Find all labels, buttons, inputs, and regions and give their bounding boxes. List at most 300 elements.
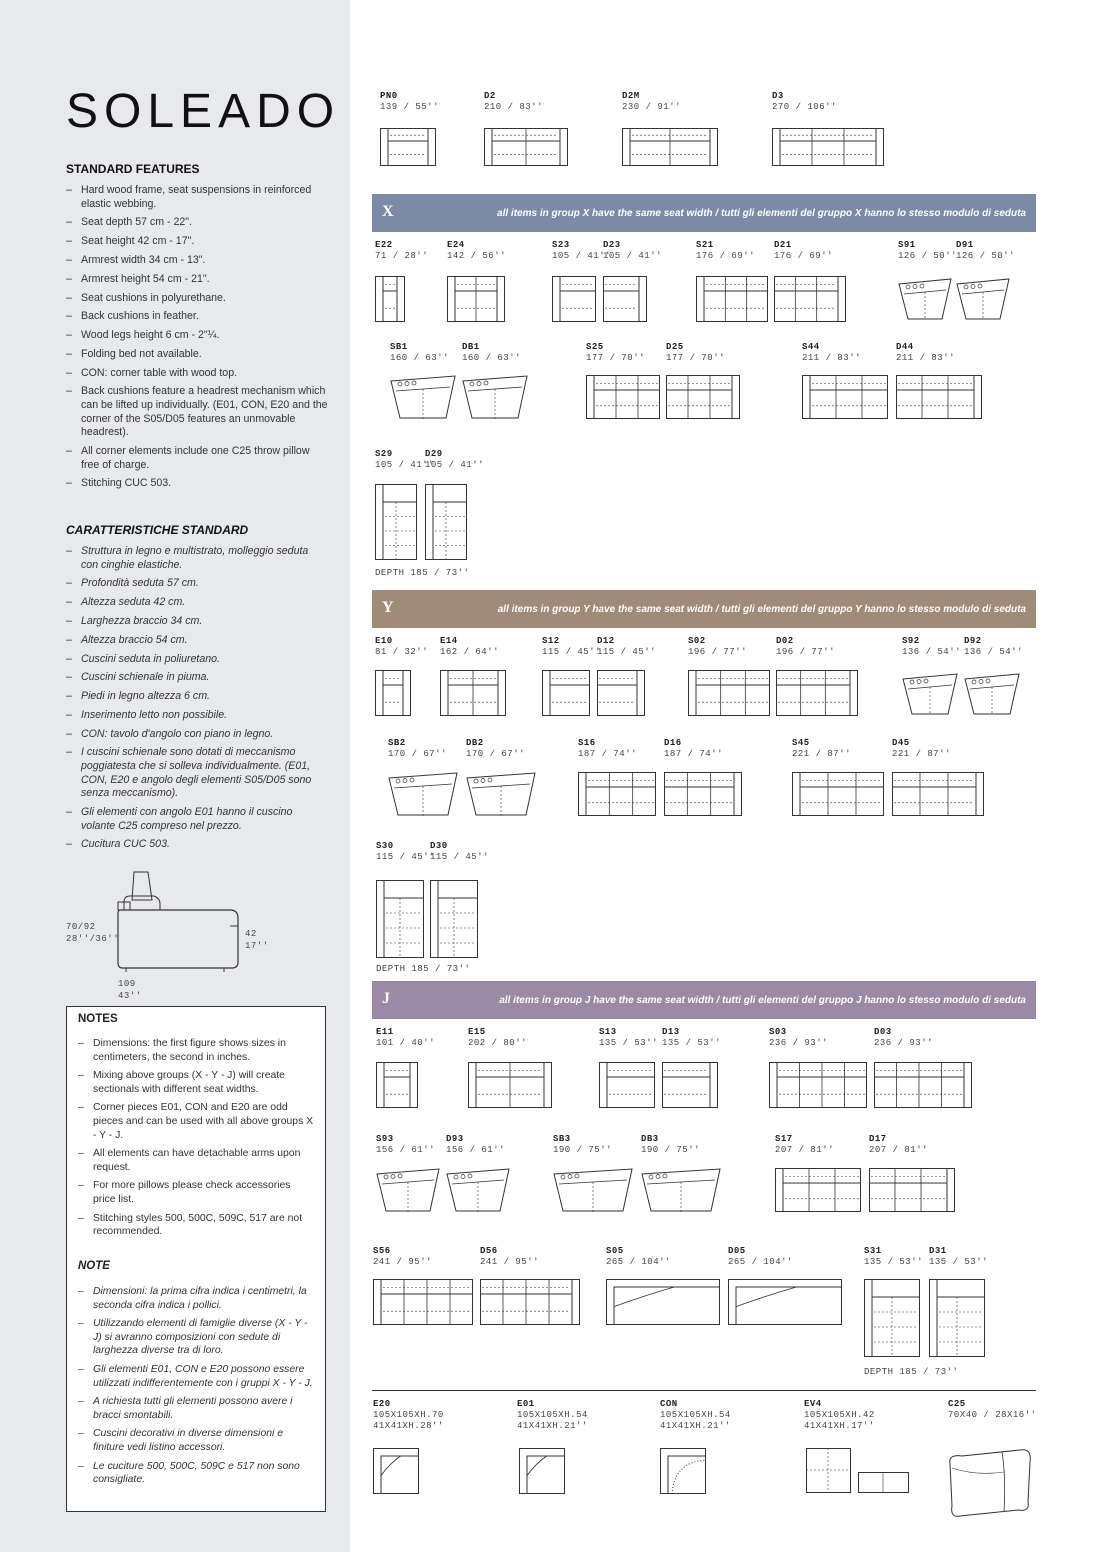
sofa-drawing [864, 1279, 920, 1357]
list-item: – Seat cushions in polyurethane. [66, 292, 328, 306]
sofa-drawing [728, 1279, 842, 1325]
item-size: 190 / 75'' [553, 1145, 613, 1155]
item-size: 135 / 53'' [864, 1257, 924, 1267]
sofa-drawing [466, 772, 536, 816]
catalog-item-s16 [578, 738, 637, 760]
list-item: – Inserimento letto non possibile. [66, 709, 328, 723]
list-item: – All elements can have detachable arms upon request. [78, 1147, 314, 1174]
item-size: 115 / 45'' [597, 647, 657, 657]
depth-note: DEPTH 185 / 73'' [375, 568, 470, 578]
list-item: – Wood legs height 6 cm - 2"¼. [66, 329, 328, 343]
depth-note: DEPTH 185 / 73'' [864, 1367, 959, 1377]
sofa-drawing [869, 1168, 955, 1212]
item-size: 221 / 87'' [892, 749, 952, 759]
catalog-item-s56 [373, 1246, 432, 1268]
sofa-drawing [597, 670, 645, 716]
sofa-drawing [447, 276, 505, 322]
catalog-item-ev4 [804, 1399, 875, 1432]
list-item: – Utilizzando elementi di famiglie diverse (X - Y - J) si avranno composizioni con sedute di larghezza diverse tra di loro. [78, 1317, 314, 1358]
item-code: S05 [606, 1246, 624, 1256]
item-code: DB1 [462, 342, 480, 352]
catalog-item-d13 [662, 1027, 721, 1049]
list-item: – I cuscini schienale sono dotati di meccanismo poggiatesta che si solleva individualmente. (E01, CON, E20 e angolo degli elementi S05/D05 sono senza meccanismo). [66, 746, 328, 800]
catalog-item-s05 [606, 1246, 671, 1268]
catalog-item-d2 [484, 91, 543, 113]
sofa-drawing [468, 1062, 552, 1108]
item-size: 170 / 67'' [388, 749, 448, 759]
catalog-item-d17 [869, 1134, 928, 1156]
item-size: 105 / 41'' [603, 251, 663, 261]
item-size: 126 / 50'' [956, 251, 1016, 261]
list-item: – Struttura in legno e multistrato, molleggio seduta con cinghie elastiche. [66, 545, 328, 572]
dim-height-cm: 70/92 [66, 922, 96, 932]
sofa-drawing [552, 276, 596, 322]
list-item: – Folding bed not available. [66, 348, 328, 362]
standard-features-heading: STANDARD FEATURES [66, 162, 200, 176]
list-item: – Le cuciture 500, 500C, 509C e 517 non sono consigliate. [78, 1460, 314, 1487]
section-divider [372, 1390, 1036, 1391]
notes-heading: NOTES [78, 1013, 118, 1025]
sofa-drawing [688, 670, 770, 716]
sofa-drawing [769, 1062, 867, 1108]
list-item: – Cuscini seduta in poliuretano. [66, 653, 328, 667]
item-code: S13 [599, 1027, 617, 1037]
notes-heading-it: NOTE [78, 1260, 110, 1272]
item-size: 170 / 67'' [466, 749, 526, 759]
item-size-in: 41X41XH.21'' [517, 1421, 588, 1431]
item-size: 156 / 61'' [446, 1145, 506, 1155]
item-code: D13 [662, 1027, 680, 1037]
catalog-item-e01 [517, 1399, 588, 1432]
list-item: – Profondità seduta 57 cm. [66, 577, 328, 591]
group-band-x [372, 194, 1036, 232]
sofa-drawing [425, 484, 467, 560]
item-size: 265 / 104'' [606, 1257, 671, 1267]
list-item: – For more pillows please check accessories price list. [78, 1179, 314, 1206]
catalog-item-s93 [376, 1134, 435, 1156]
item-code: E01 [517, 1399, 535, 1409]
list-item: – A richiesta tutti gli elementi possono avere i bracci smontabili. [78, 1395, 314, 1422]
catalog-item-e11 [376, 1027, 435, 1049]
item-code: S25 [586, 342, 604, 352]
item-code: S16 [578, 738, 596, 748]
item-code: S29 [375, 449, 393, 459]
group-letter: J [382, 990, 390, 1007]
item-size: 105 / 41'' [425, 460, 485, 470]
item-code: D92 [964, 636, 982, 646]
notes-list-it [78, 1285, 314, 1492]
catalog-item-db2 [466, 738, 525, 760]
item-code: S44 [802, 342, 820, 352]
sofa-drawing [388, 772, 458, 816]
item-code: CON [660, 1399, 678, 1409]
group-letter: X [382, 203, 394, 220]
catalog-item-s45 [792, 738, 851, 760]
item-size: 210 / 83'' [484, 102, 544, 112]
item-size: 241 / 95'' [480, 1257, 540, 1267]
group-description: all items in group X have the same seat width / tutti gli elementi del gruppo X hanno lo stesso modulo di seduta [497, 208, 1026, 219]
item-code: PN0 [380, 91, 398, 101]
ottoman-drawing [806, 1448, 910, 1494]
catalog-item-d2m [622, 91, 681, 113]
item-size: 211 / 83'' [896, 353, 956, 363]
standard-features-list [66, 184, 328, 496]
dim-seat-cm: 42 [245, 929, 257, 939]
item-size: 211 / 83'' [802, 353, 862, 363]
list-item: – Armrest width 34 cm - 13". [66, 254, 328, 268]
item-code: S02 [688, 636, 706, 646]
item-code: D16 [664, 738, 682, 748]
catalog-item-d31 [929, 1246, 988, 1268]
item-code: D05 [728, 1246, 746, 1256]
item-code: D23 [603, 240, 621, 250]
sofa-drawing [666, 375, 740, 419]
group-band-y [372, 590, 1036, 628]
item-code: DB2 [466, 738, 484, 748]
catalog-item-s17 [775, 1134, 834, 1156]
item-size: 177 / 70'' [586, 353, 646, 363]
group-band-j [372, 981, 1036, 1019]
item-code: S91 [898, 240, 916, 250]
list-item: – Cuscini decorativi in diverse dimensioni e finiture vedi listino accessori. [78, 1427, 314, 1454]
item-size: 176 / 69'' [774, 251, 834, 261]
sofa-drawing [775, 1168, 861, 1212]
item-code: S31 [864, 1246, 882, 1256]
item-size: 115 / 45'' [376, 852, 436, 862]
catalog-item-s13 [599, 1027, 658, 1049]
catalog-item-d56 [480, 1246, 539, 1268]
item-code: D02 [776, 636, 794, 646]
catalog-item-sb3 [553, 1134, 612, 1156]
item-code: D56 [480, 1246, 498, 1256]
item-size: 221 / 87'' [792, 749, 852, 759]
item-code: D45 [892, 738, 910, 748]
item-code: D93 [446, 1134, 464, 1144]
catalog-item-d12 [597, 636, 656, 658]
item-code: D12 [597, 636, 615, 646]
catalog-item-d30 [430, 841, 489, 863]
item-code: S45 [792, 738, 810, 748]
page-title: SOLEADO [66, 85, 341, 138]
item-size: 156 / 61'' [376, 1145, 436, 1155]
item-code: D21 [774, 240, 792, 250]
item-size: 207 / 81'' [775, 1145, 835, 1155]
side-profile-drawing [112, 866, 242, 981]
sofa-drawing [484, 128, 568, 166]
item-size: 126 / 50'' [898, 251, 958, 261]
item-size-cm: 105X105XH.42 [804, 1410, 875, 1420]
catalog-item-d25 [666, 342, 725, 364]
item-code: D2 [484, 91, 496, 101]
item-code: E10 [375, 636, 393, 646]
corner-table-drawing [660, 1448, 706, 1494]
list-item: – Cuscini schienale in piuma. [66, 671, 328, 685]
sofa-drawing [929, 1279, 985, 1357]
item-code: S12 [542, 636, 560, 646]
list-item: – Dimensioni: la prima cifra indica i centimetri, la seconda cifra indica i pollici. [78, 1285, 314, 1312]
sofa-drawing [542, 670, 590, 716]
catalog-item-e10 [375, 636, 428, 658]
sofa-drawing [622, 128, 718, 166]
list-item: – Seat depth 57 cm - 22". [66, 216, 328, 230]
item-size: 135 / 53'' [599, 1038, 659, 1048]
catalog-item-s31 [864, 1246, 923, 1268]
catalog-item-sb1 [390, 342, 449, 364]
sofa-drawing [892, 772, 984, 816]
item-code: S56 [373, 1246, 391, 1256]
item-code: D17 [869, 1134, 887, 1144]
catalog-item-d21 [774, 240, 833, 262]
item-code: S93 [376, 1134, 394, 1144]
catalog-item-d02 [776, 636, 835, 658]
sofa-drawing [578, 772, 656, 816]
sofa-drawing [390, 375, 456, 419]
catalog-item-d05 [728, 1246, 793, 1268]
catalog-item-s21 [696, 240, 755, 262]
item-size-cm: 70X40 / 28X16'' [948, 1410, 1037, 1420]
catalog-item-s03 [769, 1027, 828, 1049]
catalog-item-d03 [874, 1027, 933, 1049]
sofa-drawing [641, 1168, 721, 1212]
sofa-drawing [599, 1062, 655, 1108]
sofa-drawing [696, 276, 768, 322]
list-item: – CON: corner table with wood top. [66, 367, 328, 381]
list-item: – Gli elementi con angolo E01 hanno il cuscino volante C25 compreso nel prezzo. [66, 806, 328, 833]
item-size: 115 / 45'' [430, 852, 490, 862]
sofa-drawing [375, 276, 405, 322]
catalog-item-db1 [462, 342, 521, 364]
item-code: D30 [430, 841, 448, 851]
sofa-drawing [440, 670, 506, 716]
item-code: S30 [376, 841, 394, 851]
dim-height-in: 28''/36'' [66, 934, 120, 944]
catalog-item-s12 [542, 636, 601, 658]
sofa-drawing [376, 1168, 440, 1212]
dim-depth-cm: 109 [118, 979, 136, 989]
item-code: SB3 [553, 1134, 571, 1144]
item-size: 241 / 95'' [373, 1257, 433, 1267]
sofa-drawing [774, 276, 846, 322]
item-size: 101 / 40'' [376, 1038, 436, 1048]
catalog-item-d45 [892, 738, 951, 760]
item-size: 177 / 70'' [666, 353, 726, 363]
sofa-drawing [586, 375, 660, 419]
list-item: – Altezza seduta 42 cm. [66, 596, 328, 610]
item-code: D29 [425, 449, 443, 459]
item-code: S23 [552, 240, 570, 250]
sofa-drawing [802, 375, 888, 419]
item-code: E22 [375, 240, 393, 250]
sofa-drawing [964, 673, 1020, 715]
catalog-item-d44 [896, 342, 955, 364]
item-size: 236 / 93'' [769, 1038, 829, 1048]
list-item: – Back cushions in feather. [66, 310, 328, 324]
sofa-drawing [603, 276, 647, 322]
depth-note: DEPTH 185 / 73'' [376, 964, 471, 974]
item-size: 139 / 55'' [380, 102, 440, 112]
item-code: S21 [696, 240, 714, 250]
item-code: E24 [447, 240, 465, 250]
sofa-drawing [376, 880, 424, 958]
dim-seat-in: 17'' [245, 941, 269, 951]
catalog-item-e22 [375, 240, 428, 262]
catalog-item-db3 [641, 1134, 700, 1156]
item-size-cm: 105X105XH.54 [660, 1410, 731, 1420]
item-size: 265 / 104'' [728, 1257, 793, 1267]
item-code: SB1 [390, 342, 408, 352]
item-size: 230 / 91'' [622, 102, 682, 112]
sofa-drawing [664, 772, 742, 816]
catalog-item-e15 [468, 1027, 527, 1049]
item-size: 187 / 74'' [664, 749, 724, 759]
item-size-in: 41X41XH.28'' [373, 1421, 444, 1431]
item-size: 162 / 64'' [440, 647, 500, 657]
item-size: 81 / 32'' [375, 647, 429, 657]
catalog-item-d93 [446, 1134, 505, 1156]
item-code: E20 [373, 1399, 391, 1409]
catalog-item-d23 [603, 240, 662, 262]
sofa-drawing [606, 1279, 720, 1325]
item-size: 207 / 81'' [869, 1145, 929, 1155]
item-size: 105 / 41'' [552, 251, 612, 261]
item-code: D03 [874, 1027, 892, 1037]
sofa-drawing [792, 772, 884, 816]
sofa-drawing [375, 484, 417, 560]
catalog-item-e14 [440, 636, 499, 658]
list-item: – Stitching CUC 503. [66, 477, 328, 491]
item-size-cm: 105X105XH.54 [517, 1410, 588, 1420]
item-size-in: 41X41XH.17'' [804, 1421, 875, 1431]
notes-list [78, 1037, 314, 1244]
notes-box [66, 1006, 326, 1512]
catalog-item-con [660, 1399, 731, 1432]
item-code: D91 [956, 240, 974, 250]
list-item: – Stitching styles 500, 500C, 509C, 517 are not recommended. [78, 1212, 314, 1239]
sofa-drawing [446, 1168, 510, 1212]
list-item: – Gli elementi E01, CON e E20 possono essere utilizzati indifferentemente con i gruppi X - Y - J. [78, 1363, 314, 1390]
catalog-item-s44 [802, 342, 861, 364]
list-item: – Hard wood frame, seat suspensions in reinforced elastic webbing. [66, 184, 328, 211]
item-code: E15 [468, 1027, 486, 1037]
sofa-drawing [956, 278, 1010, 320]
item-code: E14 [440, 636, 458, 646]
list-item: – Dimensions: the first figure shows sizes in centimeters, the second in inches. [78, 1037, 314, 1064]
dim-depth-in: 43'' [118, 991, 142, 1001]
item-code: D44 [896, 342, 914, 352]
corner-drawing [373, 1448, 419, 1494]
caratteristiche-heading: CARATTERISTICHE STANDARD [66, 523, 249, 537]
catalog-item-e20 [373, 1399, 444, 1432]
list-item: – CON: tavolo d'angolo con piano in legno. [66, 728, 328, 742]
item-size: 270 / 106'' [772, 102, 837, 112]
sofa-drawing [776, 670, 858, 716]
item-code: EV4 [804, 1399, 822, 1409]
catalog-item-s91 [898, 240, 957, 262]
catalog-item-s92 [902, 636, 961, 658]
sofa-drawing [480, 1279, 580, 1325]
catalog-item-s25 [586, 342, 645, 364]
sofa-drawing [430, 880, 478, 958]
catalog-item-d3 [772, 91, 837, 113]
sofa-drawing [772, 128, 884, 166]
sofa-drawing [662, 1062, 718, 1108]
item-size: 236 / 93'' [874, 1038, 934, 1048]
item-size: 142 / 56'' [447, 251, 507, 261]
item-size: 136 / 54'' [902, 647, 962, 657]
group-description: all items in group Y have the same seat width / tutti gli elementi del gruppo Y hanno lo stesso modulo di seduta [497, 604, 1026, 615]
sofa-drawing [462, 375, 528, 419]
item-size: 196 / 77'' [776, 647, 836, 657]
sofa-drawing [874, 1062, 972, 1108]
sofa-drawing [896, 375, 982, 419]
catalog-item-s02 [688, 636, 747, 658]
catalog-item-s30 [376, 841, 435, 863]
group-letter: Y [382, 599, 394, 616]
sofa-drawing [380, 128, 436, 166]
list-item: – Altezza braccio 54 cm. [66, 634, 328, 648]
sofa-drawing [902, 673, 958, 715]
item-size-cm: 105X105XH.70 [373, 1410, 444, 1420]
catalog-item-d16 [664, 738, 723, 760]
item-size: 71 / 28'' [375, 251, 429, 261]
list-item: – Mixing above groups (X - Y - J) will create sectionals with different seat widths. [78, 1069, 314, 1096]
list-item: – Larghezza braccio 34 cm. [66, 615, 328, 629]
list-item: – Piedi in legno altezza 6 cm. [66, 690, 328, 704]
list-item: – Cucitura CUC 503. [66, 838, 328, 852]
item-code: S03 [769, 1027, 787, 1037]
item-code: SB2 [388, 738, 406, 748]
pillow-drawing [946, 1446, 1032, 1518]
item-size: 160 / 63'' [462, 353, 522, 363]
sofa-drawing [375, 670, 411, 716]
item-code: D31 [929, 1246, 947, 1256]
catalog-item-c25 [948, 1399, 1037, 1421]
item-size: 105 / 41'' [375, 460, 435, 470]
item-size: 202 / 80'' [468, 1038, 528, 1048]
catalog-item-pn0 [380, 91, 439, 113]
sofa-drawing [376, 1062, 418, 1108]
item-code: C25 [948, 1399, 966, 1409]
item-size: 115 / 45'' [542, 647, 602, 657]
list-item: – All corner elements include one C25 throw pillow free of charge. [66, 445, 328, 472]
item-size: 135 / 53'' [662, 1038, 722, 1048]
item-code: D3 [772, 91, 784, 101]
group-description: all items in group J have the same seat width / tutti gli elementi del gruppo J hanno lo stesso modulo di seduta [499, 995, 1026, 1006]
item-code: D2M [622, 91, 640, 101]
list-item: – Corner pieces E01, CON and E20 are odd pieces and can be used with all above groups X - Y - J. [78, 1101, 314, 1142]
sofa-drawing [553, 1168, 633, 1212]
item-size: 135 / 53'' [929, 1257, 989, 1267]
item-size: 196 / 77'' [688, 647, 748, 657]
item-size: 176 / 69'' [696, 251, 756, 261]
item-code: D25 [666, 342, 684, 352]
catalog-item-d29 [425, 449, 484, 471]
catalog-item-sb2 [388, 738, 447, 760]
item-code: E11 [376, 1027, 394, 1037]
item-code: DB3 [641, 1134, 659, 1144]
list-item: – Seat height 42 cm - 17". [66, 235, 328, 249]
item-size: 187 / 74'' [578, 749, 638, 759]
catalog-item-d92 [964, 636, 1023, 658]
item-size: 190 / 75'' [641, 1145, 701, 1155]
catalog-item-e24 [447, 240, 506, 262]
caratteristiche-list [66, 545, 328, 857]
sofa-drawing [373, 1279, 473, 1325]
item-size: 136 / 54'' [964, 647, 1024, 657]
item-code: S92 [902, 636, 920, 646]
item-size: 160 / 63'' [390, 353, 450, 363]
corner-drawing [519, 1448, 565, 1494]
